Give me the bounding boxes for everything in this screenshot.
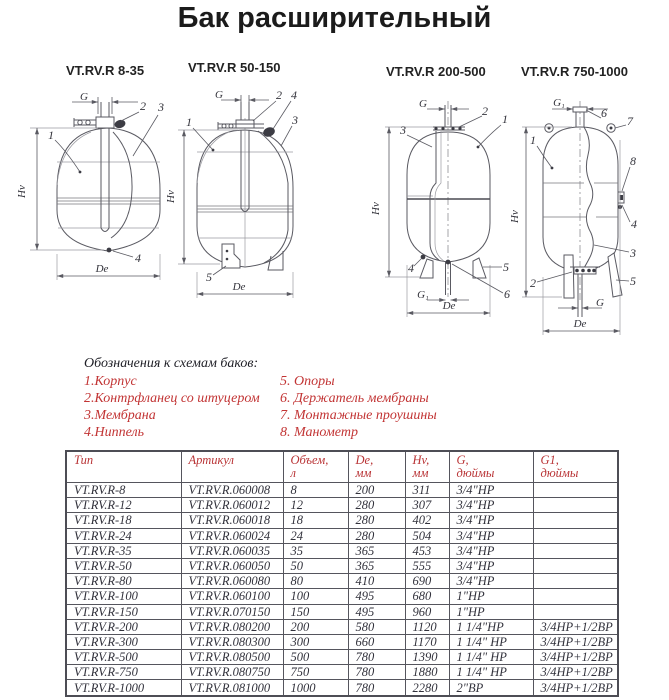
dim-de-label: De [232,281,246,293]
table-cell: VT.RV.R.060050 [181,558,283,573]
table-cell: VT.RV.R-50 [66,558,181,573]
table-row [66,528,618,543]
table-cell: VT.RV.R.060035 [181,543,283,558]
column-header: G, дюймы [449,451,533,483]
callout-2: 2 [276,88,282,102]
table-cell: 1"НР [449,589,533,604]
table-cell: VT.RV.R-80 [66,574,181,589]
spec-table-head [66,451,618,483]
diagram-label-50-150: VT.RV.R 50-150 [188,60,281,75]
table-cell: VT.RV.R-24 [66,528,181,543]
callout-6: 6 [504,287,510,301]
callout-4: 4 [408,261,414,275]
table-cell: 3/4"НР [449,574,533,589]
table-cell: VT.RV.R-18 [66,513,181,528]
legend-column-1 [84,373,280,441]
table-cell: 500 [283,650,348,665]
callout-3: 3 [630,246,636,260]
table-cell: 1 1/4" НР [449,634,533,649]
dim-hv-label: Hv [16,185,28,198]
callout-3: 3 [158,100,164,114]
table-cell: 3/4НР+1/2ВР [533,619,618,634]
callout-1: 1 [502,112,508,126]
table-cell: 311 [405,483,449,498]
column-header: G1, дюймы [533,451,618,483]
table-row [66,604,618,619]
table-cell: 365 [348,543,405,558]
callout-5: 5 [503,260,509,274]
table-cell: VT.RV.R-200 [66,619,181,634]
table-cell: VT.RV.R-8 [66,483,181,498]
table-cell: VT.RV.R-500 [66,650,181,665]
dim-hv-label: Hv [509,210,521,223]
table-cell: 1390 [405,650,449,665]
header-row [66,451,618,483]
tank-diagram-8-35 [12,90,174,286]
legend-item: 7. Монтажные проушины [280,408,437,423]
table-cell [533,528,618,543]
table-cell: VT.RV.R.060100 [181,589,283,604]
table-cell: 1 1/4" НР [449,650,533,665]
table-cell: 780 [348,680,405,696]
table-cell: VT.RV.R.060024 [181,528,283,543]
table-cell: VT.RV.R-1000 [66,680,181,696]
callout-3: 3 [400,123,406,137]
table-row [66,543,618,558]
column-header: Объем, л [283,451,348,483]
callout-1: 1 [186,115,192,129]
table-cell: 365 [348,558,405,573]
table-cell [533,513,618,528]
table-cell [533,543,618,558]
callout-6: 6 [601,106,607,120]
table-row [66,513,618,528]
legend-item: 4.Ниппель [84,425,144,440]
table-cell: VT.RV.R.080300 [181,634,283,649]
table-cell: 3/4"НР [449,498,533,513]
legend-item: 8. Манометр [280,425,358,440]
table-cell: 24 [283,528,348,543]
table-cell: 80 [283,574,348,589]
table-cell: 960 [405,604,449,619]
table-cell: 750 [283,665,348,680]
table-cell: 3/4"НР [449,513,533,528]
dim-hv-label: Hv [165,190,177,203]
counterflange-detail [114,119,127,130]
table-cell: VT.RV.R.080200 [181,619,283,634]
callout-4: 4 [291,88,297,102]
column-header: Hv, мм [405,451,449,483]
diagram-label-750-1000: VT.RV.R 750-1000 [521,64,628,79]
table-cell: 3/4НР+1/2ВР [533,665,618,680]
table-cell: 690 [405,574,449,589]
dim-g1-label: G₁ [553,97,565,109]
table-cell: 200 [348,483,405,498]
table-cell: 780 [348,650,405,665]
table-row [66,574,618,589]
diagram-label-8-35: VT.RV.R 8-35 [66,63,145,78]
dim-g-label: G [80,91,88,103]
table-cell: 504 [405,528,449,543]
table-cell: 410 [348,574,405,589]
page-title: Бак расширительный [177,2,492,34]
table-row [66,634,618,649]
table-cell: VT.RV.R-750 [66,665,181,680]
table-row [66,665,618,680]
table-cell: 1000 [283,680,348,696]
table-cell: 680 [405,589,449,604]
table-cell [533,483,618,498]
table-cell: 18 [283,513,348,528]
table-cell: 1 1/4" НР [449,665,533,680]
table-row [66,680,618,696]
table-cell [533,498,618,513]
legend-item: 5. Опоры [280,374,335,389]
spec-table [65,450,619,697]
table-cell: VT.RV.R.060012 [181,498,283,513]
table-cell: 1170 [405,634,449,649]
table-cell: 495 [348,589,405,604]
legend-item: 2.Контрфланец со штуцером [84,391,260,406]
callout-5: 5 [206,270,212,284]
table-cell: 780 [348,665,405,680]
table-cell: VT.RV.R.060018 [181,513,283,528]
callout-7: 7 [627,114,633,128]
table-cell: 3/4"НР [449,558,533,573]
table-cell: VT.RV.R.070150 [181,604,283,619]
table-cell: VT.RV.R.081000 [181,680,283,696]
table-cell: 1880 [405,665,449,680]
table-cell: 453 [405,543,449,558]
callout-1: 1 [530,133,536,147]
table-cell: VT.RV.R.080500 [181,650,283,665]
dim-g-label: G [596,297,604,309]
callout-2: 2 [482,104,488,118]
callout-4: 4 [631,217,637,231]
callout-4: 4 [135,251,141,265]
table-cell: 50 [283,558,348,573]
callout-5: 5 [630,274,636,288]
table-cell: 1120 [405,619,449,634]
callout-3: 3 [292,113,298,127]
table-cell: VT.RV.R.060008 [181,483,283,498]
table-cell: 8 [283,483,348,498]
dim-de-label: De [573,318,587,330]
column-header: Тип [66,451,181,483]
table-cell: VT.RV.R.080750 [181,665,283,680]
tank-diagram-50-150 [165,88,357,314]
table-row [66,498,618,513]
dim-de-label: De [442,300,456,312]
table-cell: 555 [405,558,449,573]
table-cell [533,574,618,589]
table-cell: 3/4НР+1/2ВР [533,650,618,665]
legend-title: Обозначения к схемам баков: [84,356,259,371]
table-cell: 580 [348,619,405,634]
table-cell: 3/4"НР [449,483,533,498]
legend-item: 1.Корпус [84,374,137,389]
table-cell: 3/4НР+1/2ВР [533,634,618,649]
table-cell: 280 [348,513,405,528]
table-cell: 150 [283,604,348,619]
table-row [66,619,618,634]
column-header: Артикул [181,451,283,483]
column-header: De, мм [348,451,405,483]
callout-2: 2 [530,276,536,290]
table-cell: VT.RV.R.060080 [181,574,283,589]
table-row [66,650,618,665]
table-row [66,589,618,604]
table-cell: 3/4"НР [449,528,533,543]
table-cell: 1 1/4"НР [449,619,533,634]
callout-8: 8 [630,154,636,168]
callout-1: 1 [48,128,54,142]
table-cell: 3/4НР+1/2ВР [533,680,618,696]
diagram-label-200-500: VT.RV.R 200-500 [386,64,486,79]
table-cell: VT.RV.R-12 [66,498,181,513]
table-cell: VT.RV.R-100 [66,589,181,604]
dim-g-label: G [419,98,427,110]
table-cell: 35 [283,543,348,558]
table-cell: 280 [348,528,405,543]
table-cell [533,604,618,619]
table-cell: 2280 [405,680,449,696]
table-cell: 12 [283,498,348,513]
table-cell [533,558,618,573]
legend [84,356,437,441]
spec-table-body [66,483,618,696]
table-cell: 1"НР [449,604,533,619]
table-cell: VT.RV.R-300 [66,634,181,649]
legend-item: 3.Мембрана [84,408,156,423]
table-cell: 402 [405,513,449,528]
dim-g-label: G [215,89,223,101]
table-cell: 3/4"НР [449,543,533,558]
table-cell: 100 [283,589,348,604]
table-cell: 300 [283,634,348,649]
table-row [66,558,618,573]
dim-de-label: De [95,263,109,275]
dim-hv-label: Hv [370,202,382,215]
table-cell: VT.RV.R-150 [66,604,181,619]
table-row [66,483,618,498]
table-cell [533,589,618,604]
table-cell: 200 [283,619,348,634]
table-cell: 280 [348,498,405,513]
legend-column-2 [280,373,437,441]
dim-g1-label: G₁ [417,289,429,301]
table-cell: 2"ВР [449,680,533,696]
table-cell: 307 [405,498,449,513]
table-cell: VT.RV.R-35 [66,543,181,558]
tank-diagram-750-1000 [509,95,668,345]
callout-2: 2 [140,99,146,113]
legend-item: 6. Держатель мембраны [280,391,429,406]
table-cell: 495 [348,604,405,619]
tank-diagram-200-500 [370,95,515,325]
table-cell: 660 [348,634,405,649]
